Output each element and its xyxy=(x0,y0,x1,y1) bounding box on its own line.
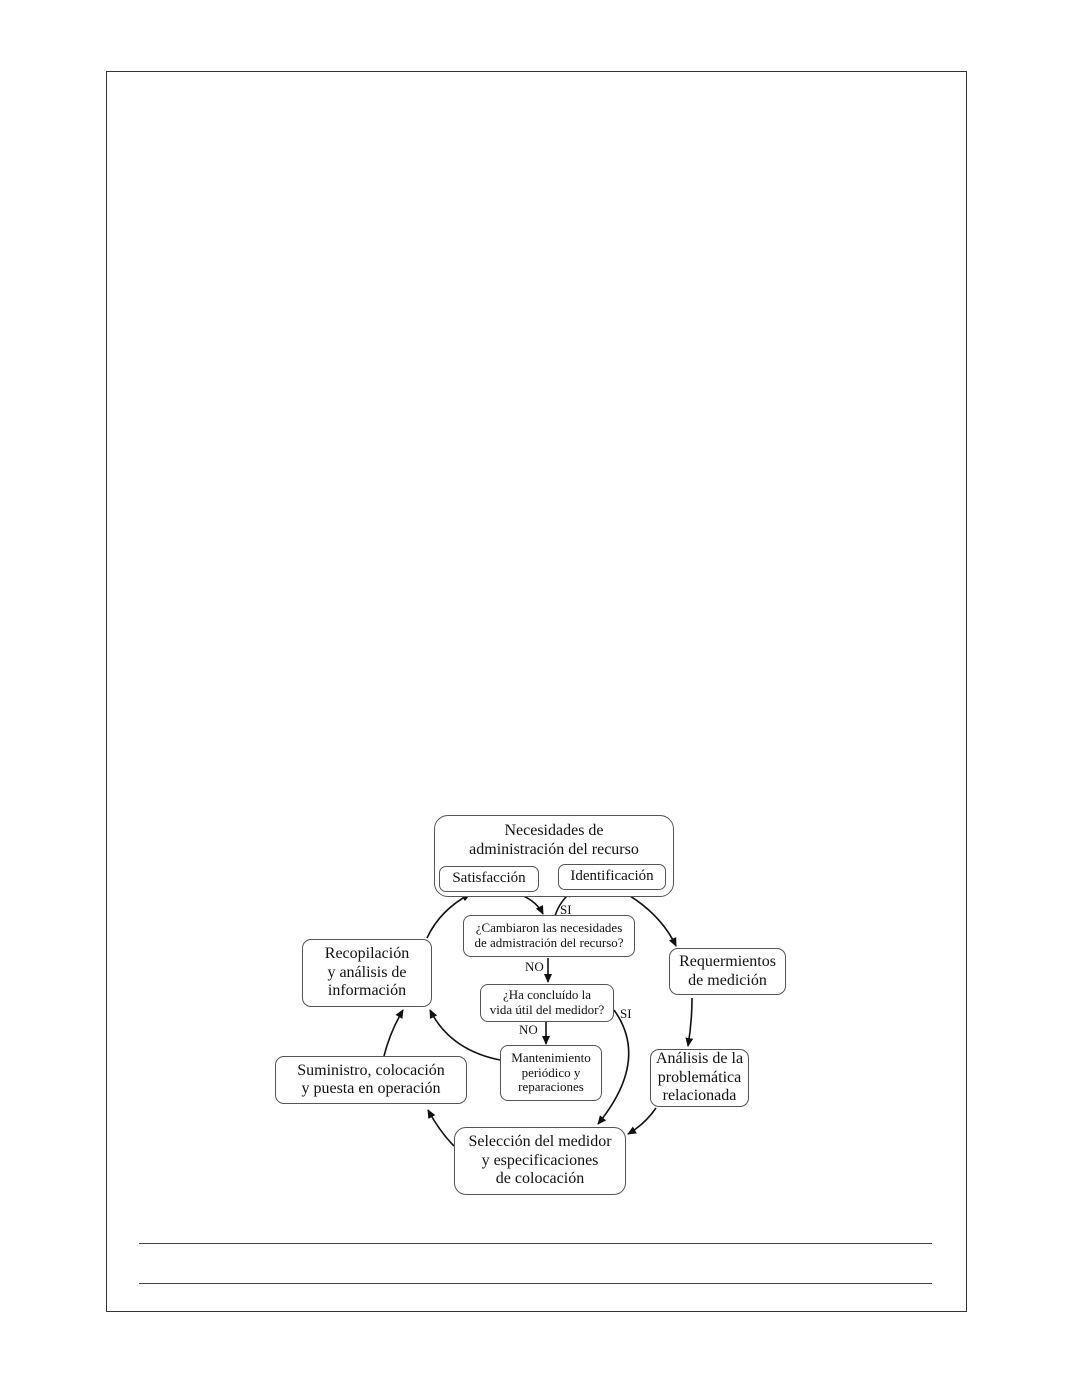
arrow-si-to-seleccion xyxy=(598,1010,629,1124)
arrow-requerimientos-to-analisis xyxy=(688,998,692,1046)
suministro-box: Suministro, colocación y puesta en operación xyxy=(275,1056,467,1104)
mantenimiento-box: Mantenimiento periódico y reparaciones xyxy=(500,1045,602,1101)
requerimientos-box: Requermientos de medición xyxy=(669,948,786,995)
analisis-box: Análisis de la problemática relacionada xyxy=(650,1049,749,1107)
identificacion-box: Identificación xyxy=(558,864,666,890)
seleccion-box: Selección del medidor y especificaciones de colocación xyxy=(454,1127,626,1195)
label-no-2: NO xyxy=(519,1022,538,1037)
footer-rule-bottom xyxy=(139,1283,932,1284)
arrow-seleccion-to-suministro xyxy=(428,1110,454,1146)
label-si-top: SI xyxy=(560,902,572,917)
footer-rule-top xyxy=(139,1243,932,1244)
arrow-analisis-to-seleccion xyxy=(628,1108,656,1134)
arrow-suministro-to-recopilacion xyxy=(384,1010,403,1056)
satisfaccion-box: Satisfacción xyxy=(439,866,539,892)
recopilacion-box: Recopilación y análisis de información xyxy=(302,939,432,1007)
label-si-right: SI xyxy=(620,1006,632,1021)
label-no-1: NO xyxy=(525,959,544,974)
needs-title: Necesidades de administración del recurso xyxy=(469,822,639,859)
question-cambiaron-box: ¿Cambiaron las necesidades de admistración del recurso? xyxy=(463,915,635,957)
question-vida-util-box: ¿Ha concluído la vida útil del medidor? xyxy=(480,984,614,1022)
